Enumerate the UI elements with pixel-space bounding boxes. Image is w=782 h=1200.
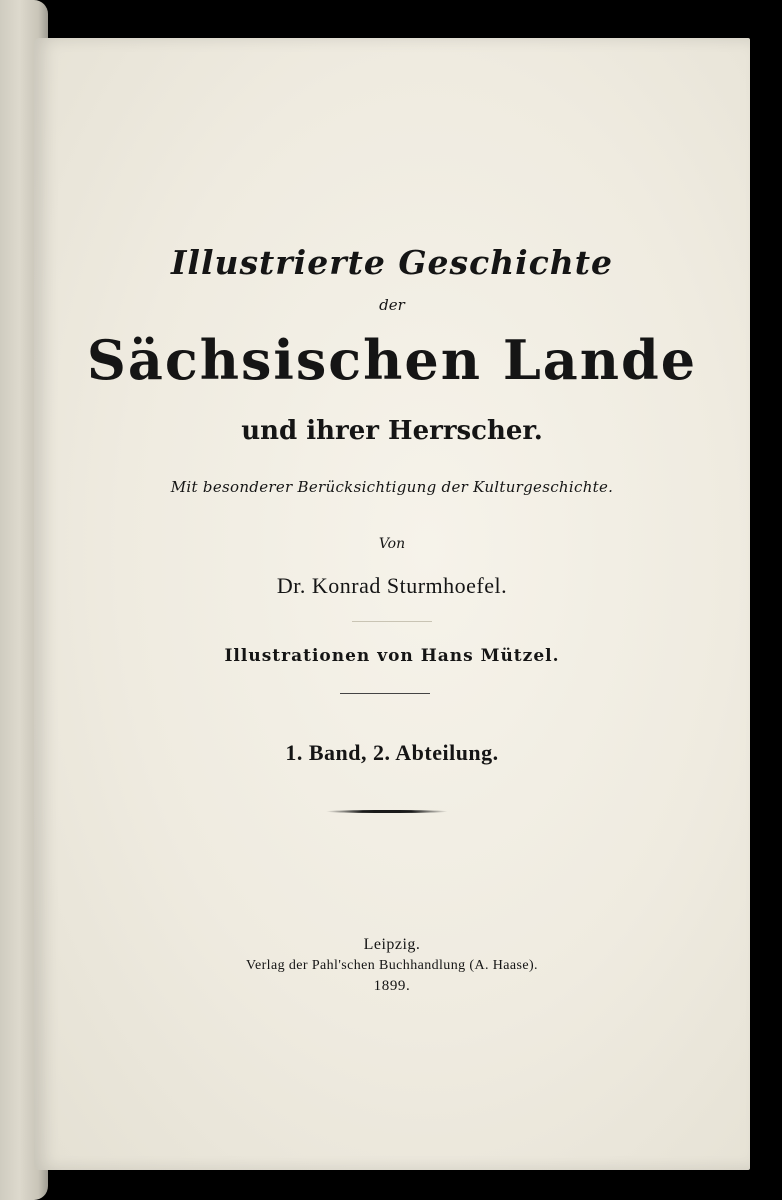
divider-rule (340, 693, 430, 694)
subtitle: Mit besonderer Berücksichtigung der Kulturgeschichte. (170, 478, 614, 496)
by-label: Von (378, 536, 406, 552)
divider-rule (352, 621, 432, 622)
title-connector: der (379, 296, 405, 314)
ornamental-rule (326, 810, 448, 813)
title-line-3: und ihrer Herrscher. (241, 416, 543, 446)
title-page-content (34, 38, 750, 1170)
volume-label: 1. Band, 2. Abteilung. (285, 740, 499, 765)
title-page (34, 38, 750, 1170)
author: Dr. Konrad Sturmhoefel. (276, 573, 508, 598)
publication-year: 1899. (373, 978, 411, 994)
publication-place: Leipzig. (363, 936, 421, 953)
title-line-1: Illustrierte Geschichte (170, 243, 614, 282)
illustrator-credit: Illustrationen von Hans Mützel. (224, 646, 560, 666)
publisher: Verlag der Pahl'schen Buchhandlung (A. Haase). (246, 958, 538, 973)
title-line-2: Sächsischen Lande (86, 328, 698, 392)
